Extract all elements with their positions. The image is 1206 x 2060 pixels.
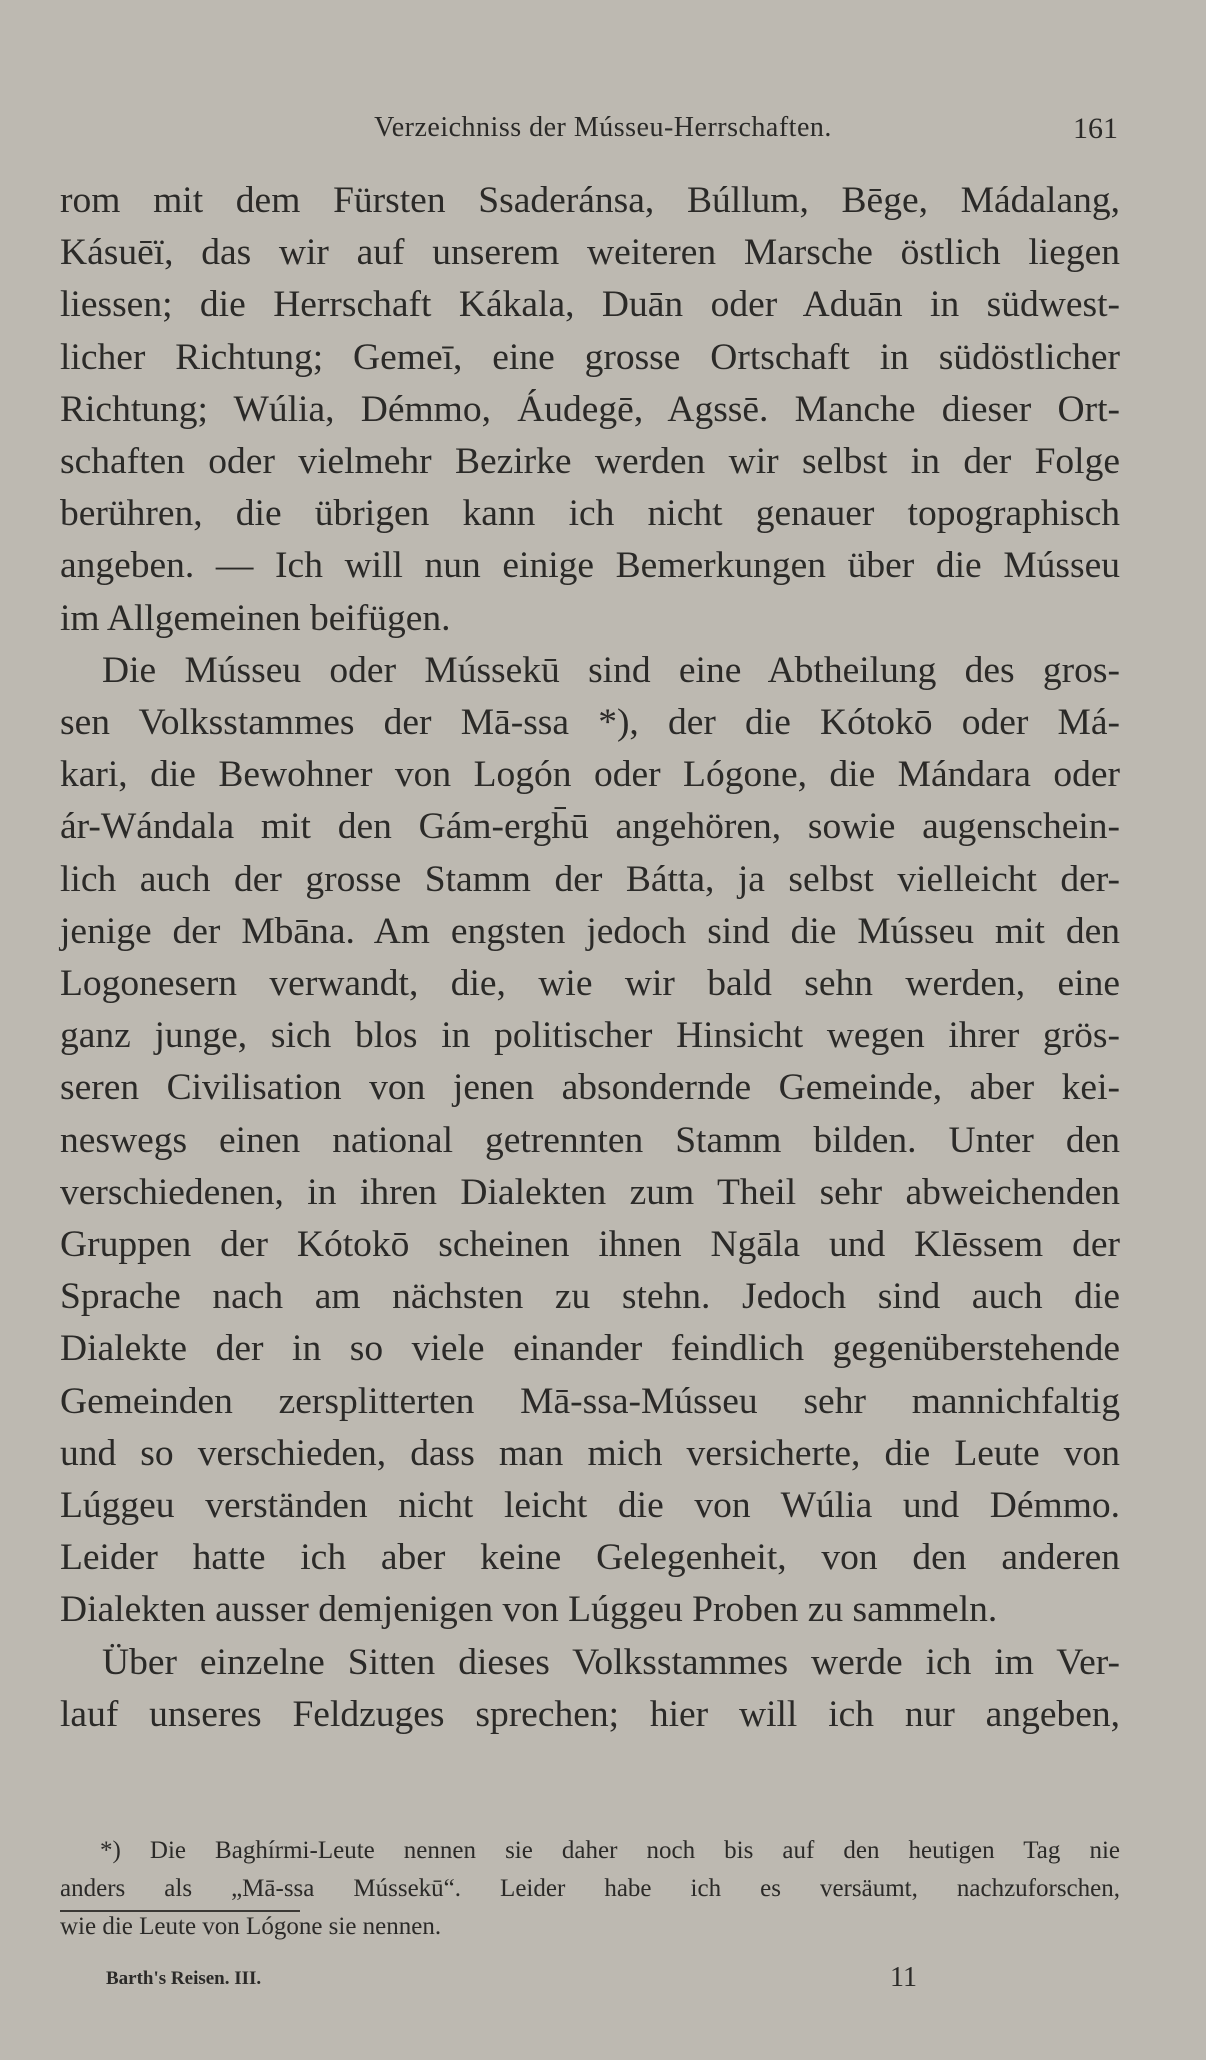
text-line: und so verschieden, dass man mich versicherte, die Leute von — [60, 1432, 1120, 1474]
printer-signature: Barth's Reisen. III. — [106, 1968, 262, 1989]
text-line: Logonesern verwandt, die, wie wir bald sehn werden, eine — [60, 963, 1120, 1005]
text-line: Leider hatte ich aber keine Gelegenheit, von den anderen — [60, 1537, 1120, 1579]
text-line: kari, die Bewohner von Logón oder Lógone, die Mándara oder — [60, 754, 1120, 796]
text-line: Sprache nach am nächsten zu stehn. Jedoch sind auch die — [60, 1276, 1120, 1318]
text-line: im Allgemeinen beifügen. — [60, 597, 451, 639]
text-line: verschiedenen, in ihren Dialekten zum Theil sehr abweichenden — [60, 1171, 1120, 1213]
text-line: Gemeinden zersplitterten Mā-ssa-Músseu sehr mannichfaltig — [60, 1380, 1120, 1422]
page-number: 161 — [1073, 112, 1118, 145]
text-line: seren Civilisation von jenen absondernde Gemeinde, aber kei- — [60, 1067, 1120, 1109]
text-line: Die Músseu oder Mússekū sind eine Abtheilung des gros- — [102, 649, 1120, 691]
sheet-number: 11 — [890, 1962, 917, 1993]
footnote-line: anders als „Mā-ssa Mússekū“. Leider habe ich es versäumt, nachzuforschen, — [60, 1875, 1120, 1902]
text-line: Kásuēï, das wir auf unserem weiteren Marsche östlich liegen — [60, 232, 1120, 274]
text-line: Dialekten ausser demjenigen von Lúggeu Proben zu sammeln. — [60, 1589, 998, 1631]
text-line: berühren, die übrigen kann ich nicht genauer topographisch — [60, 493, 1120, 535]
footnote-line: wie die Leute von Lógone sie nennen. — [60, 1913, 442, 1940]
text-line: angeben. — Ich will nun einige Bemerkungen über die Músseu — [60, 545, 1120, 587]
footnote — [60, 1832, 1120, 1946]
text-line: rom mit dem Fürsten Ssaderánsa, Búllum, Bēge, Mádalang, — [60, 180, 1120, 221]
text-line: Gruppen der Kótokō scheinen ihnen Ngāla und Klēssem der — [60, 1224, 1120, 1266]
text-line: Dialekte der in so viele einander feindlich gegenüberstehende — [60, 1328, 1120, 1370]
text-line: sen Volksstammes der Mā-ssa *), der die Kótokō oder Má- — [60, 702, 1120, 744]
text-line: Über einzelne Sitten dieses Volksstammes werde ich im Ver- — [102, 1641, 1120, 1683]
text-line: jenige der Mbāna. Am engsten jedoch sind die Músseu mit den — [60, 910, 1120, 952]
running-title: Verzeichniss der Músseu-Herrschaften. — [374, 112, 832, 143]
text-line: neswegs einen national getrennten Stamm bilden. Unter den — [60, 1119, 1120, 1161]
text-line: lauf unseres Feldzuges sprechen; hier will ich nur angeben, — [60, 1693, 1120, 1735]
footnote-line: *) Die Baghírmi-Leute nennen sie daher noch bis auf den heutigen Tag nie — [100, 1837, 1120, 1864]
text-line: lich auch der grosse Stamm der Bátta, ja selbst vielleicht der- — [60, 858, 1120, 900]
text-line: ár-Wándala mit den Gám-ergh̄ū angehören, sowie augenschein- — [60, 806, 1120, 848]
text-line: liessen; die Herrschaft Kákala, Duān oder Aduān in südwest- — [60, 284, 1120, 326]
text-line: Richtung; Wúlia, Démmo, Áudegē, Agssē. Manche dieser Ort- — [60, 388, 1120, 430]
text-line: schaften oder vielmehr Bezirke werden wir selbst in der Folge — [60, 441, 1120, 483]
page-footer — [0, 1962, 1206, 1998]
text-line: licher Richtung; Gemeī, eine grosse Ortschaft in südöstlicher — [60, 336, 1120, 378]
text-line: ganz junge, sich blos in politischer Hinsicht wegen ihrer grös- — [60, 1015, 1120, 1057]
running-header — [0, 112, 1206, 152]
text-line: Lúggeu verständen nicht leicht die von Wúlia und Démmo. — [60, 1485, 1120, 1527]
main-text — [60, 175, 1120, 1741]
